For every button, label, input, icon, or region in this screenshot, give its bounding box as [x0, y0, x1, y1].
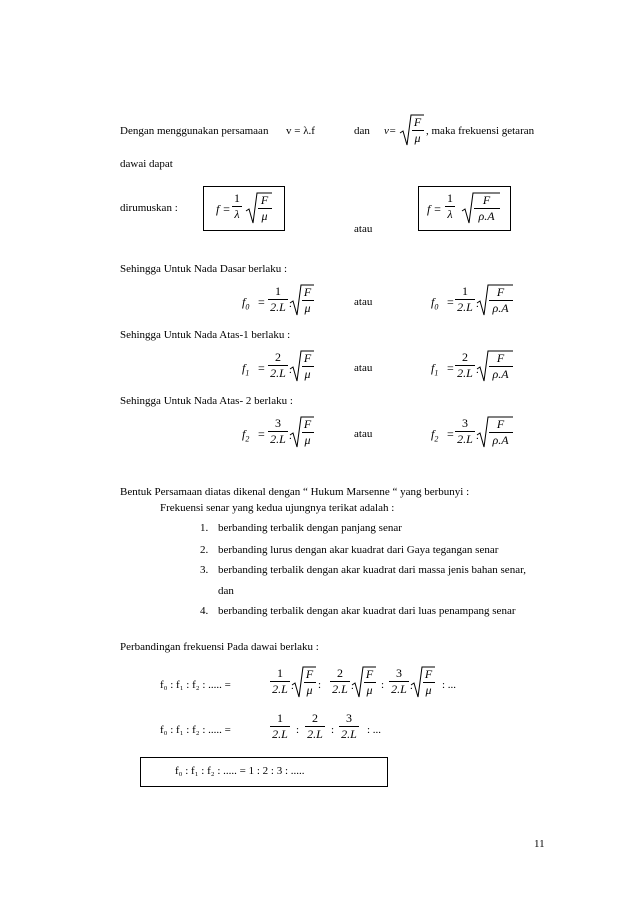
numerator-F: F	[496, 417, 505, 431]
word-dirumuskan: dirumuskan :	[120, 202, 178, 214]
numerator-F: F	[260, 193, 269, 207]
colon: :	[331, 724, 335, 736]
intro-lead: Dengan menggunakan persamaan	[120, 125, 269, 137]
section-nada-atas-1: Sehingga Untuk Nada Atas-1 berlaku :	[120, 329, 291, 341]
numerator-F: F	[305, 667, 314, 681]
equals-sign: =	[447, 361, 454, 375]
sqrt-F-mu	[290, 349, 314, 383]
ratio-ellipsis: : ...	[442, 679, 457, 691]
equals-sign: =	[447, 427, 454, 441]
list-num-1: 1.	[200, 522, 209, 534]
sqrt-F-mu	[290, 283, 314, 317]
sqrt-F-rhoA	[477, 349, 513, 383]
denominator-2L: 2.L	[341, 727, 357, 741]
frac-2-2L	[303, 712, 327, 741]
list-item-3: berbanding terbalik dengan akar kuadrat dari massa jenis bahan senar,	[218, 564, 527, 576]
frac-1-2L	[266, 285, 290, 314]
denominator-mu: μ	[306, 683, 313, 697]
section-nada-dasar: Sehingga Untuk Nada Dasar berlaku :	[120, 263, 288, 275]
numerator-1: 1	[234, 191, 240, 205]
word-atau: atau	[354, 362, 373, 374]
list-num-3: 3.	[200, 564, 209, 576]
numerator-2: 2	[275, 350, 281, 364]
denominator-rhoA: ρ.A	[492, 367, 509, 381]
f0-label: $f_0$	[431, 295, 439, 312]
equals-sign: =	[258, 295, 265, 309]
numerator-F: F	[413, 115, 422, 129]
intro-continued: , maka frekuensi getaran	[426, 125, 535, 137]
equals-sign: =	[258, 361, 265, 375]
colon: :	[296, 724, 300, 736]
numerator-1: 1	[447, 191, 453, 205]
sqrt-F-rhoA	[477, 283, 513, 317]
sqrt-F-mu-box1	[246, 191, 272, 225]
denominator-2L: 2.L	[270, 366, 286, 380]
frac-3-2L	[337, 712, 361, 741]
dot: .	[351, 680, 354, 692]
numerator-F: F	[303, 351, 312, 365]
denominator-2L: 2.L	[272, 682, 288, 696]
ratio-result: f₀ : f₁ : f₂ : ..... = 1 : 2 : 3 : .....	[175, 765, 305, 777]
equals-sign: =	[447, 295, 454, 309]
colon: :	[318, 679, 322, 691]
denominator-rhoA: ρ.A	[492, 301, 509, 315]
denominator-lambda: λ	[234, 207, 240, 221]
frac-1-2L	[453, 285, 477, 314]
page-number: 11	[534, 838, 545, 850]
f1-label: $f_1$	[242, 361, 250, 378]
denominator-2L: 2.L	[457, 366, 473, 380]
numerator-F: F	[482, 193, 491, 207]
dot: .	[289, 298, 292, 310]
sqrt-F-mu	[411, 665, 435, 699]
numerator-F: F	[365, 667, 374, 681]
dot: .	[289, 364, 292, 376]
list-item-1: berbanding terbalik dengan panjang senar	[218, 522, 402, 534]
dot: .	[291, 680, 294, 692]
list-item-dan: dan	[218, 585, 234, 597]
eq-v-label: v=	[384, 125, 397, 137]
f-eq: f =	[427, 202, 442, 216]
numerator-3: 3	[396, 666, 402, 680]
numerator-2: 2	[337, 666, 343, 680]
frac-3-2L	[453, 417, 477, 446]
word-atau: atau	[354, 296, 373, 308]
denominator-mu: μ	[366, 683, 373, 697]
numerator-F: F	[496, 351, 505, 365]
sqrt-F-mu	[352, 665, 376, 699]
numerator-1: 1	[277, 666, 283, 680]
dot: .	[410, 680, 413, 692]
dot: .	[476, 298, 479, 310]
denominator-lambda: λ	[447, 207, 453, 221]
sqrt-F-mu	[292, 665, 316, 699]
sqrt-F-rhoA-box2	[462, 191, 500, 225]
numerator-F: F	[424, 667, 433, 681]
numerator-1: 1	[275, 284, 281, 298]
ratio-lhs-row2: f₀ : f₁ : f₂ : ..... =	[160, 724, 231, 736]
intro-dawai-dapat: dawai dapat	[120, 158, 173, 170]
frac-1-2L	[268, 712, 292, 741]
list-item-4: berbanding terbalik dengan akar kuadrat dari luas penampang senar	[218, 605, 516, 617]
denominator-mu: μ	[261, 209, 268, 223]
numerator-F: F	[496, 285, 505, 299]
section-nada-atas-2: Sehingga Untuk Nada Atas- 2 berlaku :	[120, 395, 293, 407]
denominator-2L: 2.L	[307, 727, 323, 741]
frac-1-lambda	[231, 192, 243, 221]
numerator-F: F	[303, 285, 312, 299]
numerator-1: 1	[462, 284, 468, 298]
f0-label: $f_0$	[242, 295, 250, 312]
numerator-2: 2	[462, 350, 468, 364]
denominator-mu: μ	[304, 301, 311, 315]
list-num-2: 2.	[200, 544, 209, 556]
f1-label: $f_1$	[431, 361, 439, 378]
sqrt-F-mu	[290, 415, 314, 449]
dot: .	[476, 430, 479, 442]
denominator-mu: μ	[425, 683, 432, 697]
list-num-4: 4.	[200, 605, 209, 617]
marsenne-sub: Frekuensi senar yang kedua ujungnya terikat adalah :	[160, 502, 395, 514]
f2-label: $f_2$	[431, 427, 439, 444]
list-item-2: berbanding lurus dengan akar kuadrat dari Gaya tegangan senar	[218, 544, 499, 556]
denominator-rhoA: ρ.A	[478, 209, 495, 223]
numerator-F: F	[303, 417, 312, 431]
word-dan: dan	[354, 125, 370, 137]
numerator-1: 1	[277, 711, 283, 725]
equals-sign: =	[258, 427, 265, 441]
frac-2-2L	[328, 667, 352, 696]
dot: .	[476, 364, 479, 376]
word-atau: atau	[354, 223, 373, 235]
frac-2-2L	[453, 351, 477, 380]
frac-2-2L	[266, 351, 290, 380]
numerator-3: 3	[275, 416, 281, 430]
denominator-mu: μ	[304, 433, 311, 447]
numerator-2: 2	[312, 711, 318, 725]
frac-1-lambda	[444, 192, 456, 221]
denominator-rhoA: ρ.A	[492, 433, 509, 447]
denominator-2L: 2.L	[457, 432, 473, 446]
frac-3-2L	[266, 417, 290, 446]
word-atau: atau	[354, 428, 373, 440]
numerator-3: 3	[462, 416, 468, 430]
dot: .	[289, 430, 292, 442]
frac-1-2L	[268, 667, 292, 696]
f2-label: $f_2$	[242, 427, 250, 444]
frac-3-2L	[387, 667, 411, 696]
sqrt-F-rhoA	[477, 415, 513, 449]
ratio-lhs-row1: f₀ : f₁ : f₂ : ..... =	[160, 679, 231, 691]
perbandingan-title: Perbandingan frekuensi Pada dawai berlaku :	[120, 641, 319, 653]
colon: :	[381, 679, 385, 691]
sqrt-F-mu-intro	[400, 113, 424, 147]
f-eq: f =	[216, 202, 231, 216]
denominator-2L: 2.L	[270, 300, 286, 314]
denominator-2L: 2.L	[457, 300, 473, 314]
eq-v-lambda-f: v = λ.f	[286, 125, 315, 137]
numerator-3: 3	[346, 711, 352, 725]
denominator-2L: 2.L	[272, 727, 288, 741]
marsenne-intro: Bentuk Persamaan diatas dikenal dengan “ Hukum Marsenne “ yang berbunyi :	[120, 486, 470, 498]
denominator-2L: 2.L	[391, 682, 407, 696]
denominator-mu: μ	[304, 367, 311, 381]
denominator-mu: μ	[414, 131, 421, 145]
denominator-2L: 2.L	[332, 682, 348, 696]
denominator-2L: 2.L	[270, 432, 286, 446]
ratio-ellipsis: : ...	[367, 724, 382, 736]
